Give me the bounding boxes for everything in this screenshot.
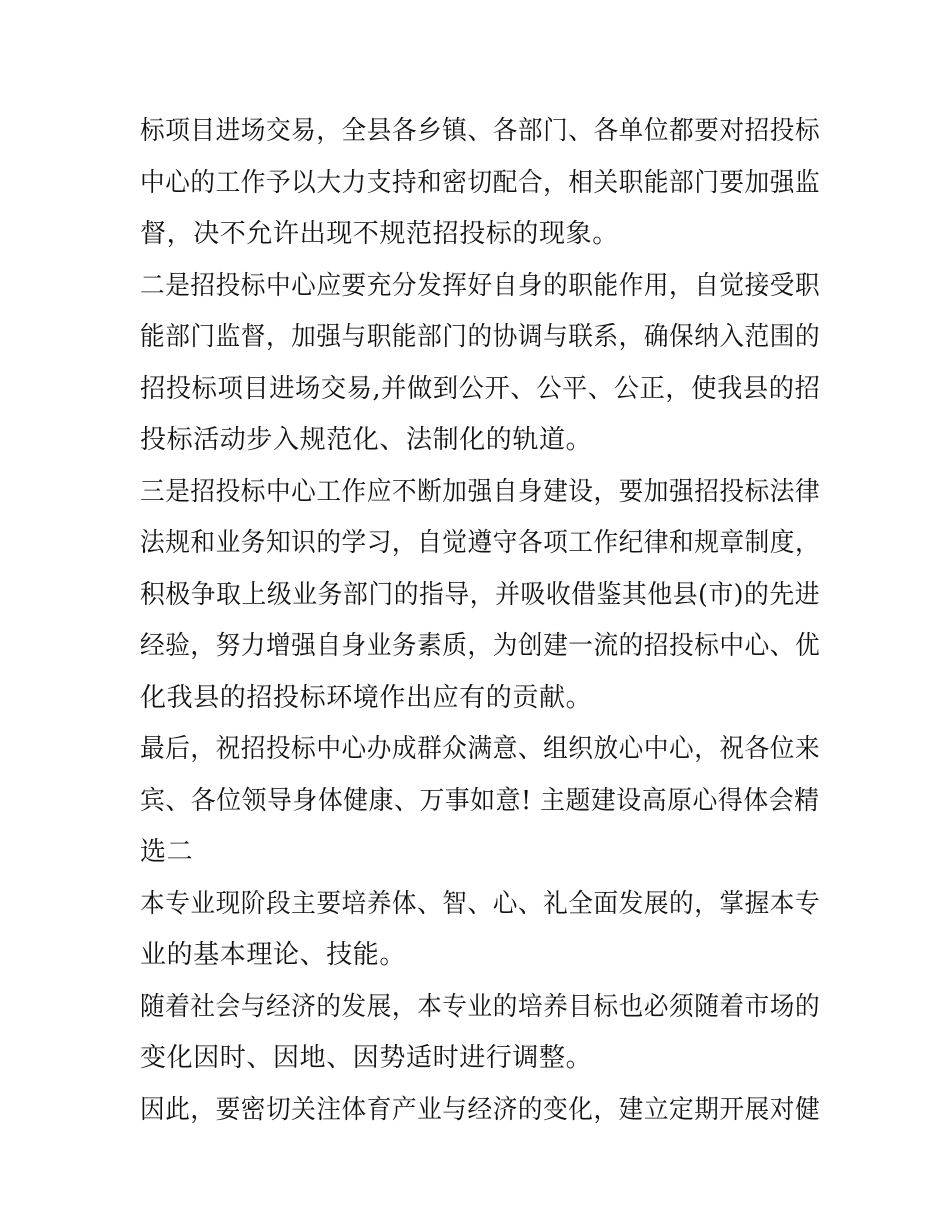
text-line: 法规和业务知识的学习，自觉遵守各项工作纪律和规章制度，: [140, 528, 821, 558]
paragraph: [140, 261, 820, 467]
text-line: 经验，努力增强自身业务素质，为创建一流的招投标中心、优: [140, 631, 821, 661]
text-line: 能部门监督，加强与职能部门的协调与联系，确保纳入范围的: [140, 322, 821, 352]
text-line: 化我县的招投标环境作出应有的贡献。: [140, 682, 593, 713]
text-line: 三是招投标中心工作应不断加强自身建设，要加强招投标法律: [140, 476, 821, 507]
text-line: 宾、各位领导身体健康、万事如意! 主题建设高原心得体会精: [140, 785, 820, 816]
document-body: [140, 106, 820, 1136]
text-line: 业的基本理论、技能。: [140, 940, 407, 970]
text-line: 二是招投标中心应要充分发挥好自身的职能作用，自觉接受职: [140, 270, 821, 301]
paragraph: [140, 106, 820, 261]
paragraph: [140, 982, 820, 1085]
text-line: 积极争取上级业务部门的指导，并吸收借鉴其他县(市)的先进: [140, 579, 821, 610]
text-line: 选二: [140, 837, 194, 867]
text-line: 标项目进场交易，全县各乡镇、各部门、各单位都要对招投标: [140, 116, 821, 146]
text-line: 本专业现阶段主要培养体、智、心、礼全面发展的，掌握本专: [140, 888, 821, 919]
text-line: 随着社会与经济的发展，本专业的培养目标也必须随着市场的: [140, 991, 821, 1022]
text-line: 督，决不允许出现不规范招投标的现象。: [140, 219, 619, 249]
text-line: 因此，要密切关注体育产业与经济的变化，建立定期开展对健: [140, 1094, 821, 1125]
text-line: 最后，祝招投标中心办成群众满意、组织放心中心，祝各位来: [140, 734, 821, 764]
paragraph: [140, 879, 820, 982]
text-line: 招投标项目进场交易,并做到公开、公平、公正，使我县的招: [140, 373, 821, 404]
text-line: 中心的工作予以大力支持和密切配合，相关职能部门要加强监: [140, 167, 821, 198]
paragraph: [140, 724, 820, 879]
paragraph: [140, 467, 820, 725]
text-line: 投标活动步入规范化、法制化的轨道。: [140, 425, 593, 455]
paragraph: [140, 1085, 820, 1137]
text-line: 变化因时、因地、因势适时进行调整。: [140, 1043, 593, 1073]
